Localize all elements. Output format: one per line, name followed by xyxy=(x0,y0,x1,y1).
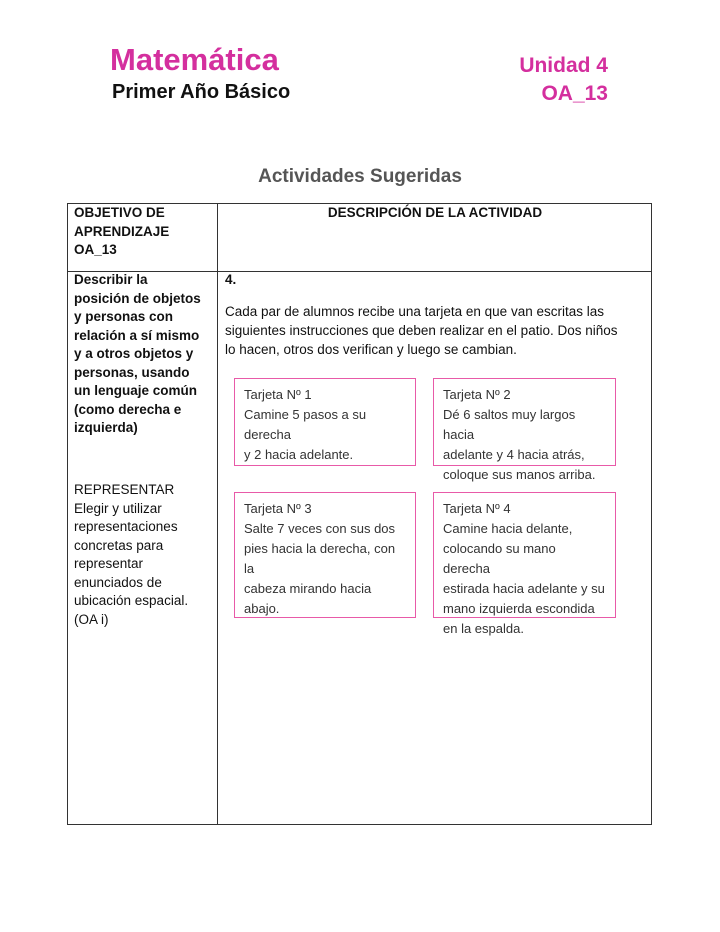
card-3 xyxy=(234,492,416,618)
card-line: en la espalda. xyxy=(443,621,524,636)
activity-number: 4. xyxy=(225,272,237,287)
objective-line: personas, usando xyxy=(74,364,190,380)
card-line: colocando su mano derecha xyxy=(443,541,556,576)
skill-line: representaciones xyxy=(74,519,178,534)
card-line: Salte 7 veces con sus dos xyxy=(244,521,396,536)
card-line: pies hacia la derecha, con la xyxy=(244,541,396,576)
skill-line: representar xyxy=(74,556,144,571)
objective-text xyxy=(74,271,214,438)
subject-title: Matemática xyxy=(110,42,279,77)
card-line: coloque sus manos arriba. xyxy=(443,467,596,482)
card-title: Tarjeta Nº 2 xyxy=(443,387,511,402)
card-title: Tarjeta Nº 3 xyxy=(244,501,312,516)
skill-line: Elegir y utilizar xyxy=(74,500,162,516)
objective-line: y a otros objetos y xyxy=(74,346,194,361)
description-line: lo hacen, otros dos verifican y luego se cambian. xyxy=(225,342,517,357)
card-title: Tarjeta Nº 4 xyxy=(443,501,511,516)
card-line: adelante y 4 hacia atrás, xyxy=(443,447,585,462)
grade-subtitle: Primer Año Básico xyxy=(112,81,291,103)
card-line: estirada hacia adelante y su xyxy=(443,581,605,596)
skill-line: REPRESENTAR xyxy=(74,482,175,497)
column-divider xyxy=(217,203,218,825)
card-line: Camine 5 pasos a su derecha xyxy=(244,407,367,442)
card-line: y 2 hacia adelante. xyxy=(244,447,354,462)
skill-text xyxy=(74,481,214,629)
header-line: OA_13 xyxy=(74,242,117,257)
skill-line: ubicación espacial. xyxy=(74,593,189,608)
objective-line: (como derecha e xyxy=(74,401,182,417)
card-line: cabeza mirando hacia abajo. xyxy=(244,581,372,616)
header-objective xyxy=(74,204,169,260)
card-line: Dé 6 saltos muy largos hacia xyxy=(443,407,576,442)
card-4 xyxy=(433,492,616,636)
unit-label: Unidad 4 xyxy=(519,54,608,77)
skill-line: concretas para xyxy=(74,537,164,553)
objective-line: y personas con xyxy=(74,309,174,324)
objective-line: un lenguaje común xyxy=(74,383,198,398)
skill-line: enunciados de xyxy=(74,574,162,590)
objective-line: posición de objetos xyxy=(74,290,201,306)
objective-line: relación a sí mismo xyxy=(74,327,200,343)
header-line: OBJETIVO DE xyxy=(74,205,165,220)
skill-line: (OA i) xyxy=(74,611,109,627)
header-description: DESCRIPCIÓN DE LA ACTIVIDAD xyxy=(327,205,543,220)
objective-line: izquierda) xyxy=(74,420,138,435)
section-title: Actividades Sugeridas xyxy=(258,166,462,187)
card-2 xyxy=(433,378,616,482)
header-line: APRENDIZAJE xyxy=(74,223,170,239)
objective-code: OA_13 xyxy=(541,82,608,105)
description-line: Cada par de alumnos recibe una tarjeta en que van escritas las xyxy=(225,304,604,319)
card-title: Tarjeta Nº 1 xyxy=(244,387,312,402)
card-1 xyxy=(234,378,416,466)
activity-description xyxy=(225,302,645,359)
card-line: mano izquierda escondida xyxy=(443,601,595,616)
description-line: siguientes instrucciones que deben realizar en el patio. Dos niños xyxy=(225,323,618,338)
objective-line: Describir la xyxy=(74,272,148,287)
card-line: Camine hacia delante, xyxy=(443,521,573,536)
